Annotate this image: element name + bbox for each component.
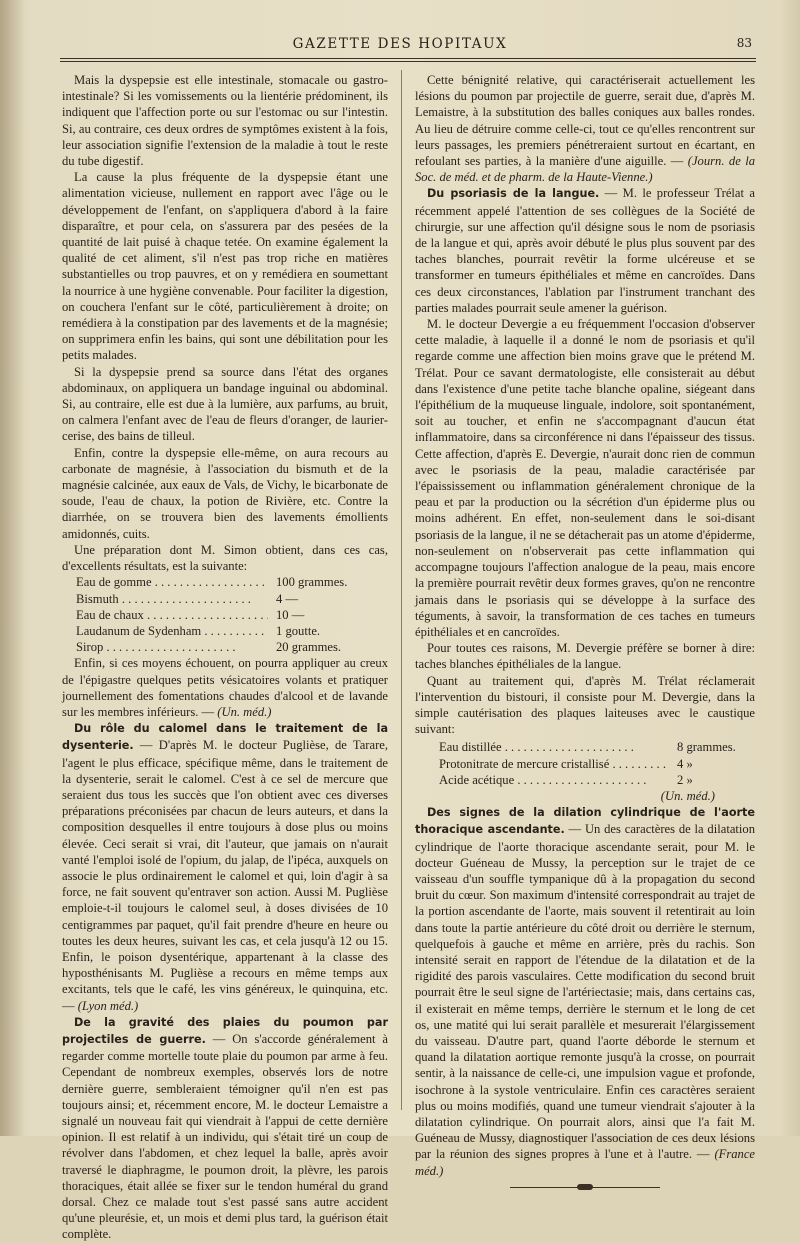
end-ornament bbox=[577, 1184, 593, 1190]
article-heading: Des signes de la dilation cylindrique de l'aorte thoracique ascendante. bbox=[415, 806, 755, 837]
recipe-ingredient: Sirop . . . bbox=[76, 639, 268, 655]
article-plaies-poumon bbox=[62, 1014, 388, 1243]
paragraph: Pour toutes ces raisons, M. Devergie préfère se borner à dire: taches blanches épithéliales de la langue. bbox=[415, 641, 755, 672]
recipe-line bbox=[439, 739, 755, 755]
recipe-quantity: 8 grammes. bbox=[677, 740, 736, 755]
end-ornament-rule bbox=[510, 1187, 660, 1188]
article-calomel bbox=[62, 720, 388, 1014]
article-aorte bbox=[415, 804, 755, 1179]
recipe-ingredient: Acide acétique . . . bbox=[439, 772, 669, 788]
paragraph-text: Cette bénignité relative, qui caractériserait actuellement les lésions du poumon par projectile de guerre, serait due, d'après M. Lemaistre, à la substitution des balles coniques aux balles rondes. Au lieu de détruire comme celle-ci, tout ce qu'elles rencontrent sur leurs passages, les premiers pénétreraient surtout en écartant, en refoulant ses parties, à la manière d'une aiguille. — bbox=[415, 73, 755, 169]
recipe-list bbox=[439, 739, 755, 788]
page-number: 83 bbox=[736, 36, 752, 50]
recipe-ingredient: Eau distillée . . . bbox=[439, 739, 669, 755]
recipe-line bbox=[76, 623, 388, 639]
paragraph: Mais la dyspepsie est elle intestinale, stomacale ou gastro-intestinale? Si les vomissements ou la lientérie prédominent, ils indiquent que l'affection porte ou sur l'estomac ou sur l'intestin. Si, au contraire, ces deux ordres de symptômes existent à la fois, leur association signifie l'extension de la maladie à tout le reste du tube digestif. bbox=[62, 73, 388, 169]
header-rule bbox=[60, 58, 756, 62]
left-column bbox=[62, 72, 388, 1243]
recipe-line bbox=[76, 574, 388, 590]
recipe-quantity: 4 » bbox=[677, 756, 693, 771]
recipe-quantity: 1 goutte. bbox=[276, 623, 321, 638]
paragraph: La cause la plus fréquente de la dyspepsie étant une alimentation vicieuse, nullement en rapport avec l'âge ou le développement de l'enfant, on s'appliquera d'abord à la faire disparaître, et pour cela, on s'assurera par des pesées de la quantité de lait puisé à chaque tetée. On examine également la qualité de cet aliment, s'il n'est pas trop riche en matières substantielles ou trop pauvres, et on y remédiera en soumettant la nourrice à une hygiène convenable. Pour faciliter la digestion, on couchera l'enfant sur le côté, particulièrement à droite; on remédiera à la constipation par des lavements et de la magnésie; on supprimera enfin les bains, qui sont une débilitation pour les petits malades. bbox=[62, 170, 388, 363]
paragraph bbox=[62, 655, 388, 720]
column-divider bbox=[401, 70, 402, 1110]
article-body: — M. le professeur Trélat a récemment appelé l'attention de ses collègues de la Société de chirurgie, sur une affection qu'il désigne sous le nom de psoriasis de la langue et qui, après avoir débuté le plus plus souvent par des taches blanches, pourrait revêtir la forme ulcéreuse et se transformer en tumeurs épithéliales et même en cancroïdes. Dans ces deux circonstances, l'ablation par l'instrument tranchant des parties malades pourrait seule amener la guérison. bbox=[415, 186, 755, 315]
recipe-ingredient: Laudanum de Sydenham . . . bbox=[76, 623, 268, 639]
right-column bbox=[415, 72, 755, 1188]
binding-shadow bbox=[0, 0, 24, 1136]
source-citation: (Lyon méd.) bbox=[77, 998, 139, 1013]
recipe-list bbox=[76, 574, 388, 655]
recipe-line bbox=[76, 607, 388, 623]
recipe-line bbox=[76, 591, 388, 607]
paragraph: Enfin, contre la dyspepsie elle-même, on aura recours au carbonate de magnésie, à l'association du bismuth et de la magnésie calcinée, aux eaux de Vals, de Vichy, le bicarbonate de soude, l'eau de chaux, la potion de Rivière, etc. Contre la diarrhée, on se trouvera bien des lavements émollients amidonnés, cuits. bbox=[62, 445, 388, 541]
article-heading: Du rôle du calomel dans le traitement de la dysenterie. bbox=[62, 722, 388, 753]
running-title: GAZETTE DES HOPITAUX bbox=[292, 36, 508, 52]
article-body: — Un des caractères de la dilatation cylindrique de l'aorte thoracique ascendante serait, pour M. le docteur Guéneau de Mussy, la perception sur le trajet de ce vaisseau d'un souffle tympanique dû à la propagation du second bruit du cœur. Son maximum d'intensité correspondrait au trajet de la portion ascendante de l'aorte, mais souvent il retentirait au loin dans toute la partie antérieure du côté droit ou derrière le sternum, quelquefois à gauche et même en arrière, près du rachis. Son intensité serait en rapport de l'étendue de la dilatation et de la rigidité des parois vasculaires. Cette modification du second bruit pourrait être le seul signe de l'artériectasie; mais, dans certains cas, il existerait en même temps, derrière le sternum et le long de cet os, une matité qui lui serait parallèle et mesurerait l'élargissement du vaisseau. D'autre part, quand l'aorte déborde le sternum et quand la dilatation aortique remonte jusqu'à la crosse, on pourrait sentir, à la naissance de celle-ci, une impulsion vague et profonde, isochrone à la systole ventriculaire. Enfin ces caractères seraient plus ou moins modifiés, quand une tumeur viendrait s'ajouter à la dilatation cylindrique. On pourrait alors, ainsi que l'a fait M. Guéneau de Mussy, diagnostiquer l'association de ces deux lésions par la réunion des signes propres à l'une et à l'autre. — bbox=[415, 822, 755, 1162]
paragraph: Une préparation dont M. Simon obtient, dans ces cas, d'excellents résultats, est la suivante: bbox=[62, 542, 388, 574]
paragraph-text: Enfin, si ces moyens échouent, on pourra appliquer au creux de l'épigastre quelques petits vésicatoires volants et pratiquer journellement des fomentations chaudes d'alcool et de lavande sur les membres inférieurs. — bbox=[62, 656, 388, 719]
page-header bbox=[30, 28, 770, 68]
paragraph: Quant au traitement qui, d'après M. Trélat réclamerait l'intervention du bistouri, il consiste pour M. Devergie, dans la simple cautérisation des plaques laiteuses avec le caustique suivant: bbox=[415, 673, 755, 737]
recipe-quantity: 100 grammes. bbox=[276, 575, 348, 590]
recipe-quantity: 20 grammes. bbox=[276, 640, 342, 655]
recipe-ingredient: Protonitrate de mercure cristallisé . . . bbox=[439, 756, 669, 772]
recipe-quantity: 10 — bbox=[276, 607, 305, 622]
article-heading: Du psoriasis de la langue. bbox=[427, 187, 600, 201]
recipe-quantity: 2 » bbox=[677, 772, 693, 787]
recipe-line bbox=[76, 639, 388, 655]
article-heading: De la gravité des plaies du poumon par projectiles de guerre. bbox=[62, 1015, 388, 1046]
source-citation: (Journ. de la Soc. de méd. et de pharm. de la Haute-Vienne.) bbox=[415, 154, 755, 185]
article-body: — On s'accorde généralement à regarder comme mortelle toute plaie du poumon par arme à feu. Cependant de nombreux exemples, observés lors de notre dernière guerre, sembleraient témoigner qu'il n'en est pas toujours ainsi; et, récemment encore, M. le docteur Lemaistre a signalé un nouveau fait qui viendrait à l'appui de cette dernière opinion. Il est relatif à un individu, qui s'était tiré un coup de révolver dans l'abdomen, et chez lequel la balle, après avoir traversé le diaphragme, le poumon droit, la plèvre, les parois thoraciques, était allée se fixer sur le tendon huméral du grand dorsal. Chez ce malade tout s'est passé sans autre accident qu'une pleurésie, et, un mois et demi plus tard, la guérison était complète. bbox=[62, 1031, 388, 1242]
recipe-ingredient: Bismuth . . . bbox=[76, 591, 268, 607]
source-citation: (France méd.) bbox=[415, 1147, 755, 1178]
recipe-ingredient: Eau de gomme . . . bbox=[76, 574, 268, 590]
source-citation: (Un. méd.) bbox=[217, 704, 272, 719]
article-psoriasis bbox=[415, 185, 755, 316]
paragraph: M. le docteur Devergie a eu fréquemment l'occasion d'observer cette maladie, à laquelle il a donné le nom de psoriasis et qu'il regarde comme une affection bien moins grave que le prétend M. Trélat. Pour ce savant dermatologiste, elle consisterait au début dans l'existence d'une petite tache blanche opaline, siégeant dans l'épithélium de la muqueuse linguale, indolore, soit spontanément, soit au toucher, et enfin ne s'accompagnant d'aucun état inflammatoire, dans sa circonférence ni dans l'épaisseur des tissus. Cette affection, d'après E. Devergie, n'aurait donc rien de commun avec le psoriasis de la peau, maladie caractérisée par l'épaississement ou inflammation généralement chronique de la peau et par la production ou la sécrétion d'un épiderme plus ou moins adhérent. En effet, non-seulement dans le soi-disant psoriasis de la langue, il ne se détacherait pas un atome d'épiderme, non-seulement on n'observerait pas cette inflammation qui accompagne toujours l'affection analogue de la peau, mais encore la première pourrait revêtir deux formes graves, qu'on ne rencontre jamais dans le psoriasis qui se développe à la surface des téguments, à savoir, la transformation de ces taches en tumeurs épithéliales et en cancroïdes. bbox=[415, 317, 755, 639]
source-citation: (Un. méd.) bbox=[660, 788, 715, 803]
article-body: — D'après M. le docteur Puglièse, de Tarare, l'agent le plus efficace, spécifique même, dans le traitement de la dysenterie, serait le calomel. C'est à ce sel de mercure que seraient dus tous les succès que l'on obtient avec ces diverses préparations préconisées par chacun de leurs auteurs, et dans la composition desquelles il entre toujours à dose plus ou moins élevée. Ceci serait si vrai, dit l'auteur, que jamais on n'aurait vanté l'emploi isolé de l'opium, du jalap, de l'ipéca, auxquels on associe le plus ordinairement le calomel et qui, loin d'agir à sa force, ne fait souvent qu'entraver son action. Aussi M. Puglièse emploie-t-il toujours le calomel seul, à doses divisées de 10 centigrammes par paquet, qu'il fait prendre d'heure en heure ou toutes les deux heures, suivant les cas, et cela jusqu'à 12 ou 15. Enfin, le poison dysentérique, appartenant à la classe des hyposthénisants M. Puglièse a recours en même temps aux excitants, tels que le café, les vins généreux, le quinquina, etc. — bbox=[62, 738, 388, 1013]
paragraph bbox=[415, 72, 755, 185]
paragraph: Si la dyspepsie prend sa source dans l'état des organes abdominaux, on appliquera un bandage inguinal ou abdominal. Si, au contraire, elle est due à la lumière, aux parfums, au bruit, on calmera l'enfant avec de l'eau de fleurs d'oranger, de laurier-cerise, des bains de tilleul. bbox=[62, 364, 388, 444]
recipe-line bbox=[439, 772, 755, 788]
recipe-line bbox=[439, 756, 755, 772]
recipe-quantity: 4 — bbox=[276, 591, 299, 606]
recipe-ingredient: Eau de chaux . . . bbox=[76, 607, 268, 623]
